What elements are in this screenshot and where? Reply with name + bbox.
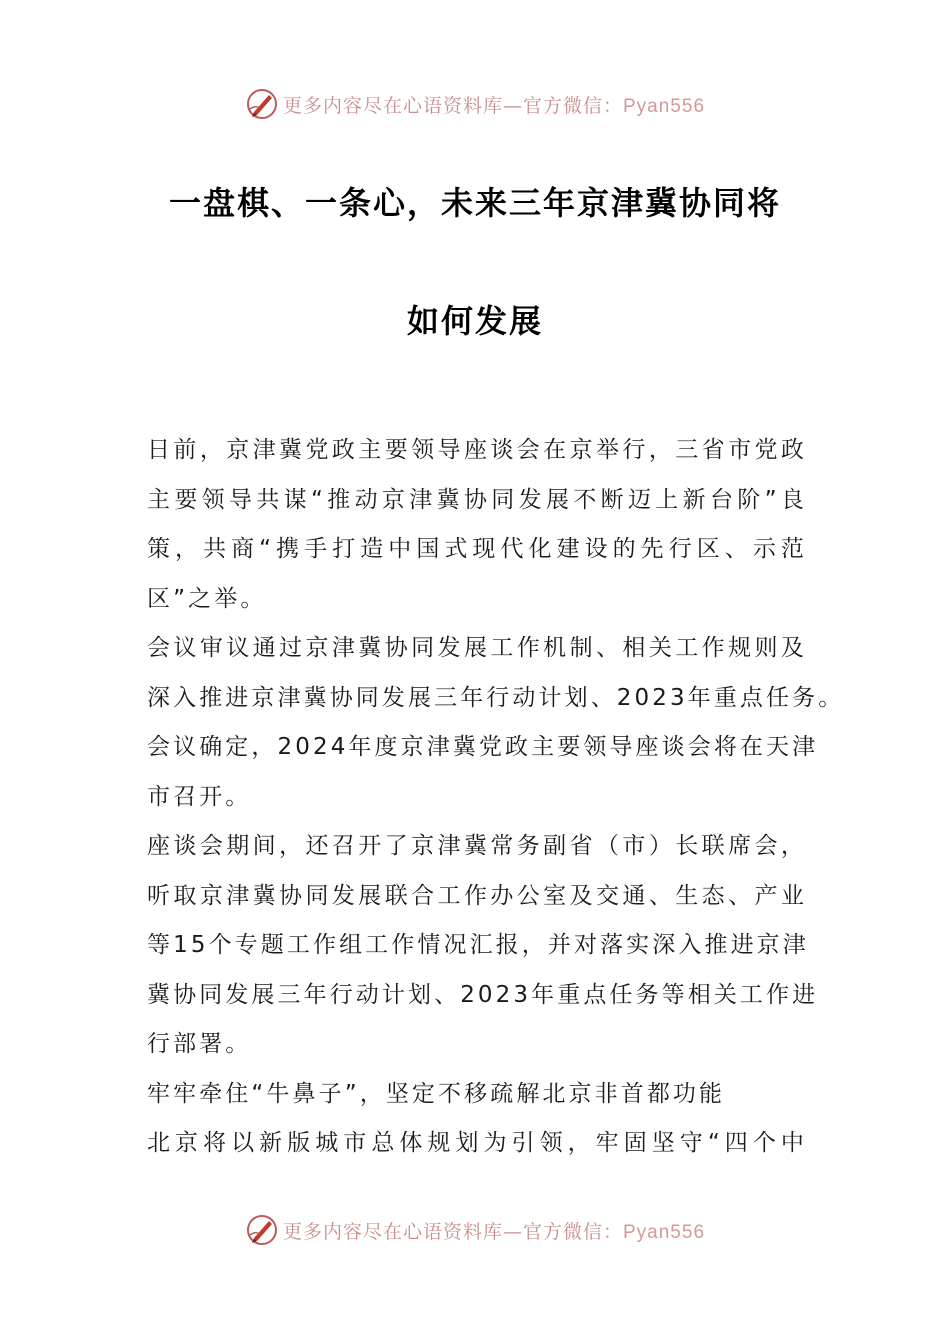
text-line: 深入推进京津冀协同发展三年行动计划、2023年重点任务。 xyxy=(147,684,845,711)
wechat-id: Pyan556 xyxy=(623,95,706,117)
paragraph xyxy=(147,822,819,1070)
pen-logo-icon xyxy=(245,87,279,121)
text-line: 等15个专题工作组工作情况汇报，并对落实深入推进京津 xyxy=(147,932,809,958)
text-line: 策，共商“携手打造中国式现代化建设的先行区、示范 xyxy=(147,536,807,562)
section-heading xyxy=(147,1070,807,1120)
text-line: 听取京津冀协同发展联合工作办公室及交通、生态、产业 xyxy=(147,882,807,909)
watermark-footer xyxy=(0,1210,950,1250)
text-line: 日前，京津冀党政主要领导座谈会在京举行，三省市党政 xyxy=(147,437,807,463)
text-line: 会议审议通过京津冀协同发展工作机制、相关工作规则及 xyxy=(147,635,807,661)
pen-logo-icon xyxy=(245,1213,279,1247)
text-line: 主要领导共谋“推动京津冀协同发展不断迈上新台阶”良 xyxy=(147,486,807,513)
document-title-line-1: 一盘棋、一条心，未来三年京津冀协同将 xyxy=(168,184,781,222)
text-line: 座谈会期间，还召开了京津冀常务副省（市）长联席会， xyxy=(147,833,807,859)
paragraph xyxy=(147,624,845,822)
paragraph xyxy=(147,1119,807,1169)
wechat-id: Pyan556 xyxy=(623,1221,706,1243)
text-line: 区”之举。 xyxy=(147,585,267,612)
text-line: 行部署。 xyxy=(147,1031,252,1057)
watermark-text: 更多内容尽在心语资料库—官方微信：Pyan556 xyxy=(282,94,706,117)
text-line: 北京将以新版城市总体规划为引领，牢固坚守“四个中 xyxy=(147,1130,807,1156)
text-line: 市召开。 xyxy=(147,783,252,810)
document-title-line-2: 如何发展 xyxy=(406,302,543,340)
document-body xyxy=(147,426,845,1169)
watermark-header xyxy=(0,84,950,124)
text-line: 会议确定，2024年度京津冀党政主要领导座谈会将在天津 xyxy=(147,734,819,760)
text-line: 冀协同发展三年行动计划、2023年重点任务等相关工作进 xyxy=(147,981,819,1008)
watermark-text: 更多内容尽在心语资料库—官方微信：Pyan556 xyxy=(282,1220,706,1243)
paragraph xyxy=(147,426,807,624)
text-line: 牢牢牵住“牛鼻子”，坚定不移疏解北京非首都功能 xyxy=(147,1080,726,1107)
